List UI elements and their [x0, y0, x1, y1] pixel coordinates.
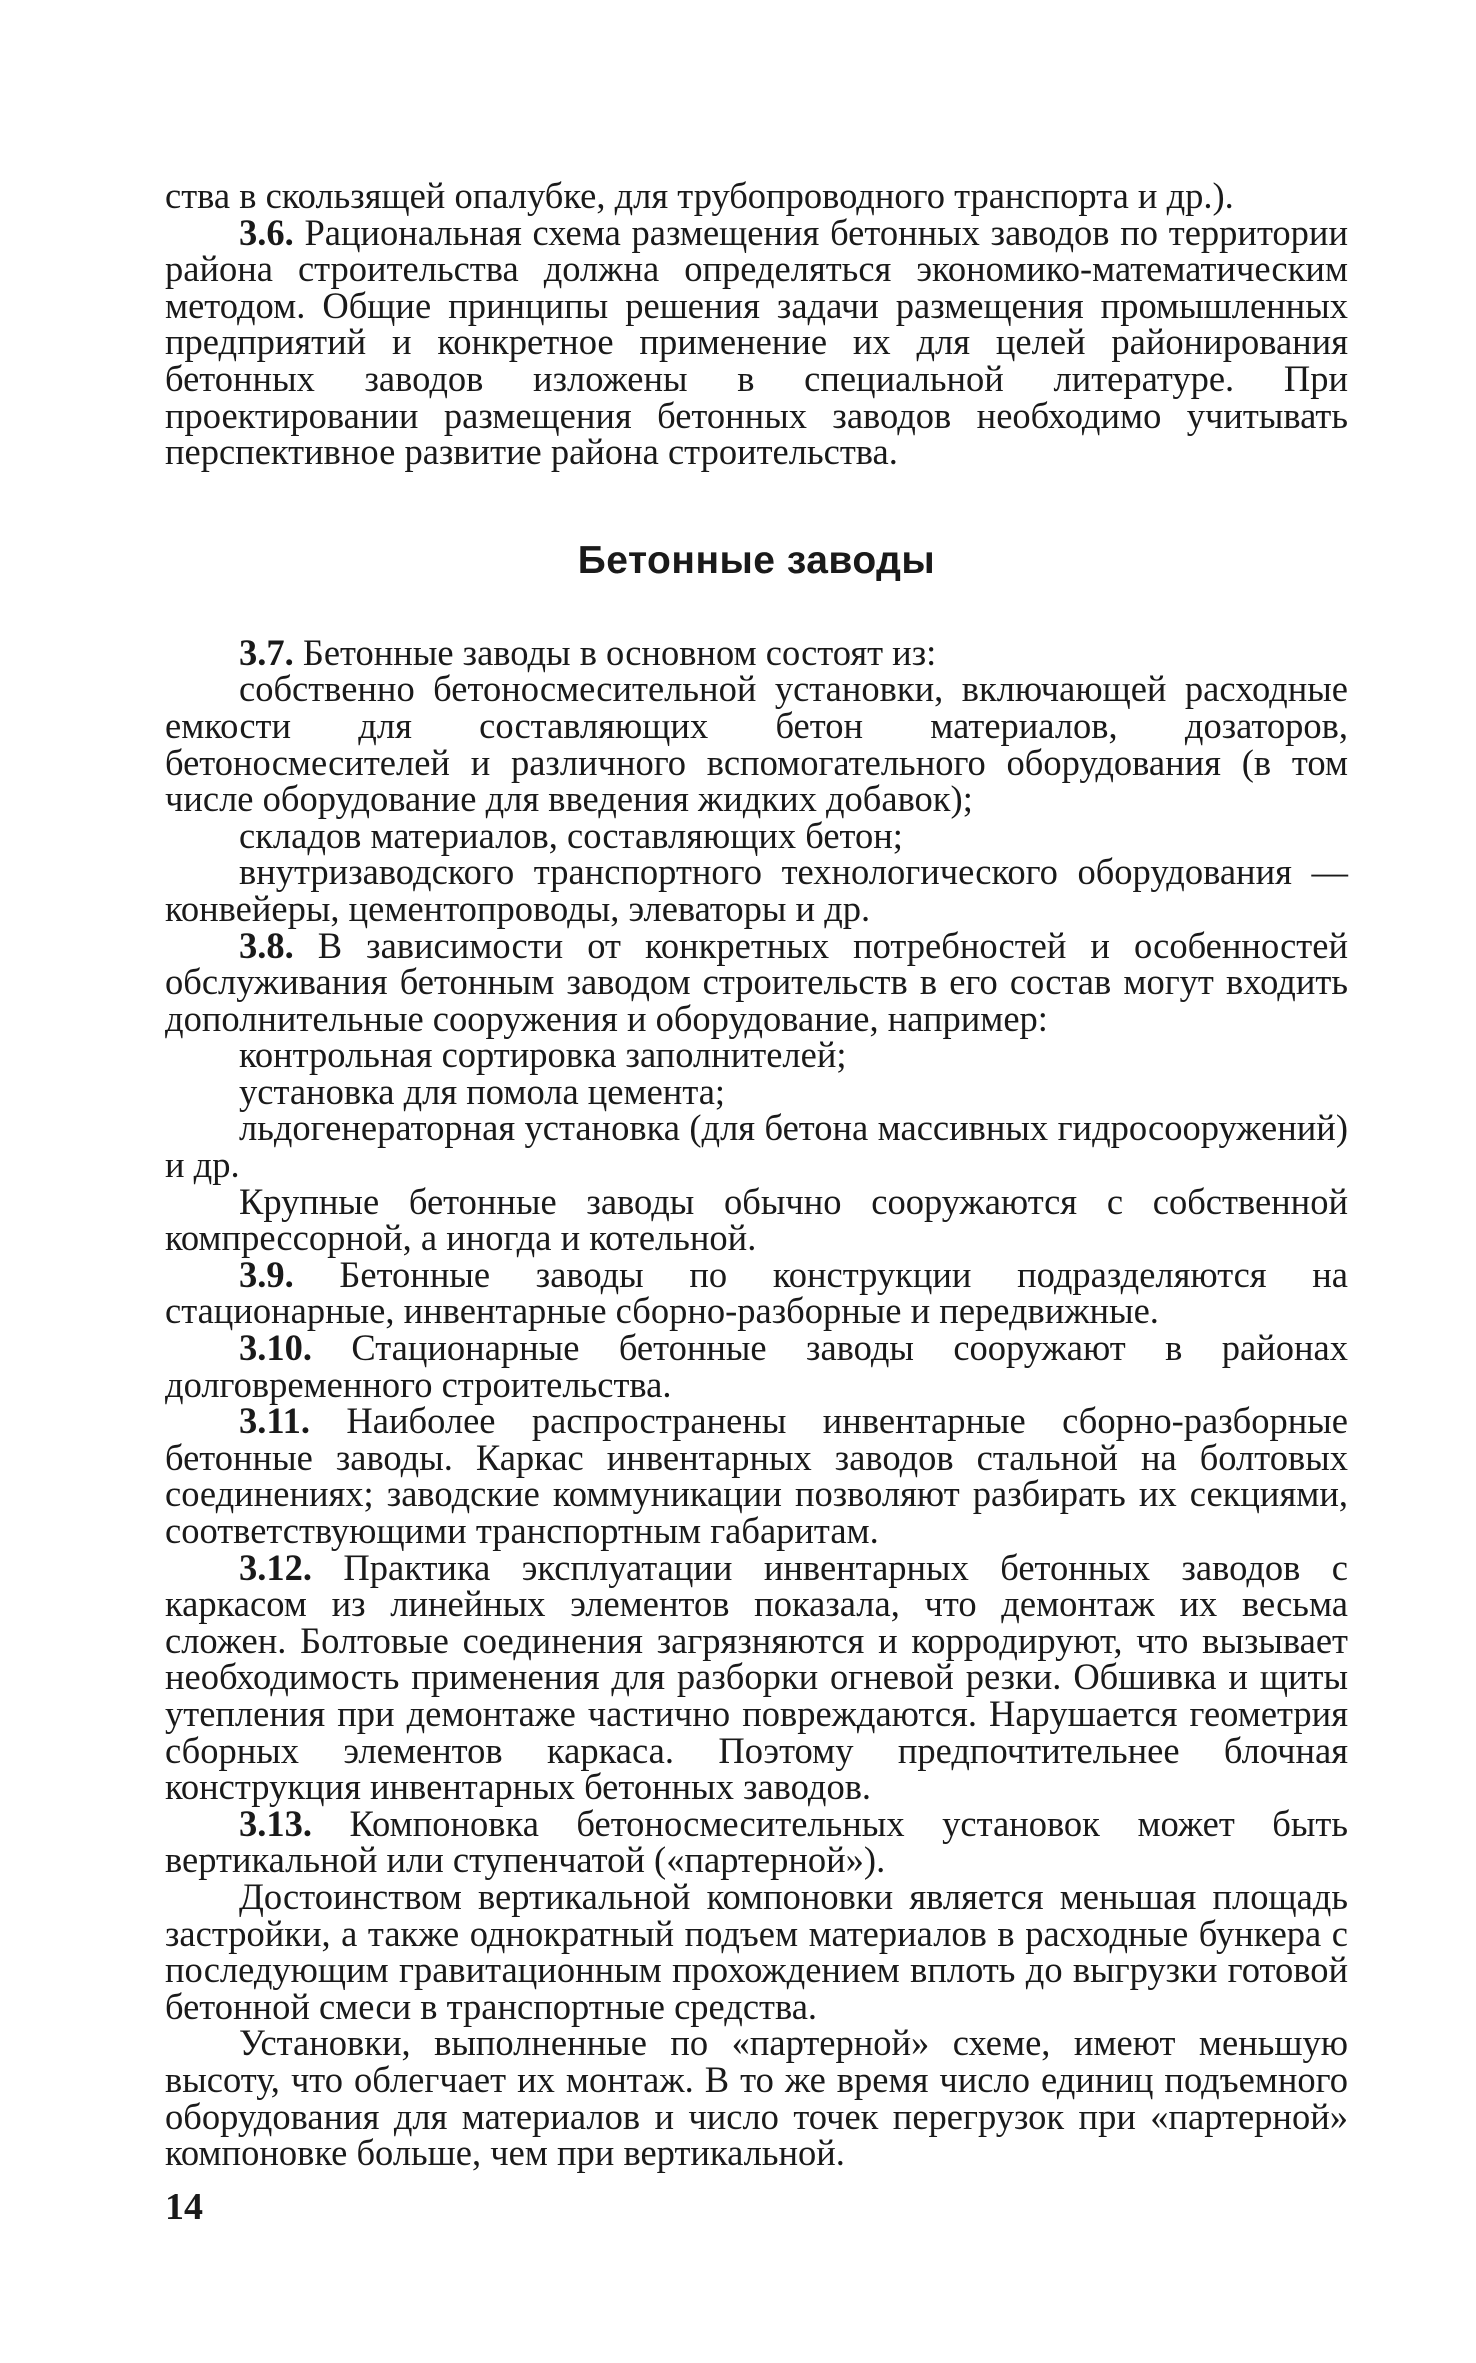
- clause-number: 3.8.: [239, 924, 294, 966]
- clause-number: 3.12.: [239, 1546, 312, 1588]
- clause-text: В зависимости от конкретных потребностей и особенностей обслуживания бетонным заводом строительств в его состав могут входить дополнительные сооружения и оборудование, например:: [165, 924, 1348, 1039]
- paragraph-3-12: [165, 1546, 1348, 1808]
- clause-text: Наиболее распространены инвентарные сборно-разборные бетонные заводы. Каркас инвентарных заводов стальной на болтовых соединениях; заводские коммуникации позволяют разбирать их секциями, соответствующими транспортным габаритам.: [165, 1400, 1348, 1551]
- paragraph-3-6: [165, 211, 1348, 473]
- clause-number: 3.7.: [239, 631, 294, 673]
- paragraph-3-13: [165, 1802, 1348, 1881]
- clause-text: Компоновка бетоносмесительных установок может быть вертикальной или ступенчатой («партерной»).: [165, 1802, 1348, 1881]
- page-body: [165, 175, 1348, 2174]
- paragraph-3-7: [165, 631, 1348, 673]
- clause-number: 3.9.: [239, 1253, 294, 1295]
- paragraph-3-10: [165, 1327, 1348, 1405]
- page-number: 14: [165, 2186, 203, 2228]
- paragraph: Достоинством вертикальной компоновки является меньшая площадь застройки, а также однократный подъем материалов в расходные бункера с последующим гравитационным прохождением вплоть до выгрузки готовой бетонной смеси в транспортные средства.: [165, 1875, 1348, 2027]
- list-item: внутризаводского транспортного технологического оборудования — конвейеры, цементопроводы, элеваторы и др.: [165, 851, 1348, 929]
- list-item: льдогенераторная установка (для бетона массивных гидросооружений) и др.: [165, 1107, 1348, 1186]
- list-item: установка для помола цемента;: [239, 1070, 726, 1112]
- paragraph-3-9: [165, 1253, 1348, 1332]
- clause-number: 3.13.: [239, 1802, 312, 1844]
- paragraph-3-11: [165, 1400, 1348, 1551]
- clause-number: 3.6.: [239, 211, 294, 253]
- clause-number: 3.10.: [239, 1327, 312, 1369]
- list-item: контрольная сортировка заполнителей;: [239, 1034, 847, 1076]
- clause-text: Бетонные заводы в основном состоят из:: [293, 631, 937, 673]
- list-item: складов материалов, составляющих бетон;: [239, 814, 903, 856]
- section-title: Бетонные заводы: [577, 538, 936, 582]
- list-item: собственно бетоносмесительной установки, включающей расходные емкости для составляющих бетон материалов, дозаторов, бетоносмесителей и различного вспомогательного оборудования (в том числе оборудование для введения жидких добавок);: [165, 668, 1348, 820]
- paragraph-continued: ства в скользящей опалубке, для трубопроводного транспорта и др.).: [165, 175, 1234, 216]
- clause-number: 3.11.: [239, 1400, 310, 1442]
- clause-text: Бетонные заводы по конструкции подразделяются на стационарные, инвентарные сборно-разборные и передвижные.: [165, 1253, 1348, 1332]
- clause-text: Практика эксплуатации инвентарных бетонных заводов с каркасом из линейных элементов показала, что демонтаж их весьма сложен. Болтовые соединения загрязняются и корродируют, что вызывает необходимость применения для разборки огневой резки. Обшивка и щиты утепления при демонтаже частично повреждаются. Нарушается геометрия сборных элементов каркаса. Поэтому предпочтительнее блочная конструкция инвентарных бетонных заводов.: [165, 1546, 1348, 1808]
- clause-text: Рациональная схема размещения бетонных заводов по территории района строительства должна определяться экономико-математическим методом. Общие принципы решения задачи размещения промышленных предприятий и конкретное применение их для целей районирования бетонных заводов изложены в специальной литературе. При проектировании размещения бетонных заводов необходимо учитывать перспективное развитие района строительства.: [165, 211, 1348, 473]
- clause-text: Стационарные бетонные заводы сооружают в районах долговременного строительства.: [165, 1327, 1348, 1405]
- paragraph: Крупные бетонные заводы обычно сооружаются с собственной компрессорной, а иногда и котельной.: [165, 1180, 1348, 1259]
- paragraph-3-8: [165, 924, 1348, 1039]
- paragraph: Установки, выполненные по «партерной» схеме, имеют меньшую высоту, что облегчает их монтаж. В то же время число единиц подъемного оборудования для материалов и число точек перегрузок при «партерной» компоновке больше, чем при вертикальной.: [165, 2022, 1348, 2174]
